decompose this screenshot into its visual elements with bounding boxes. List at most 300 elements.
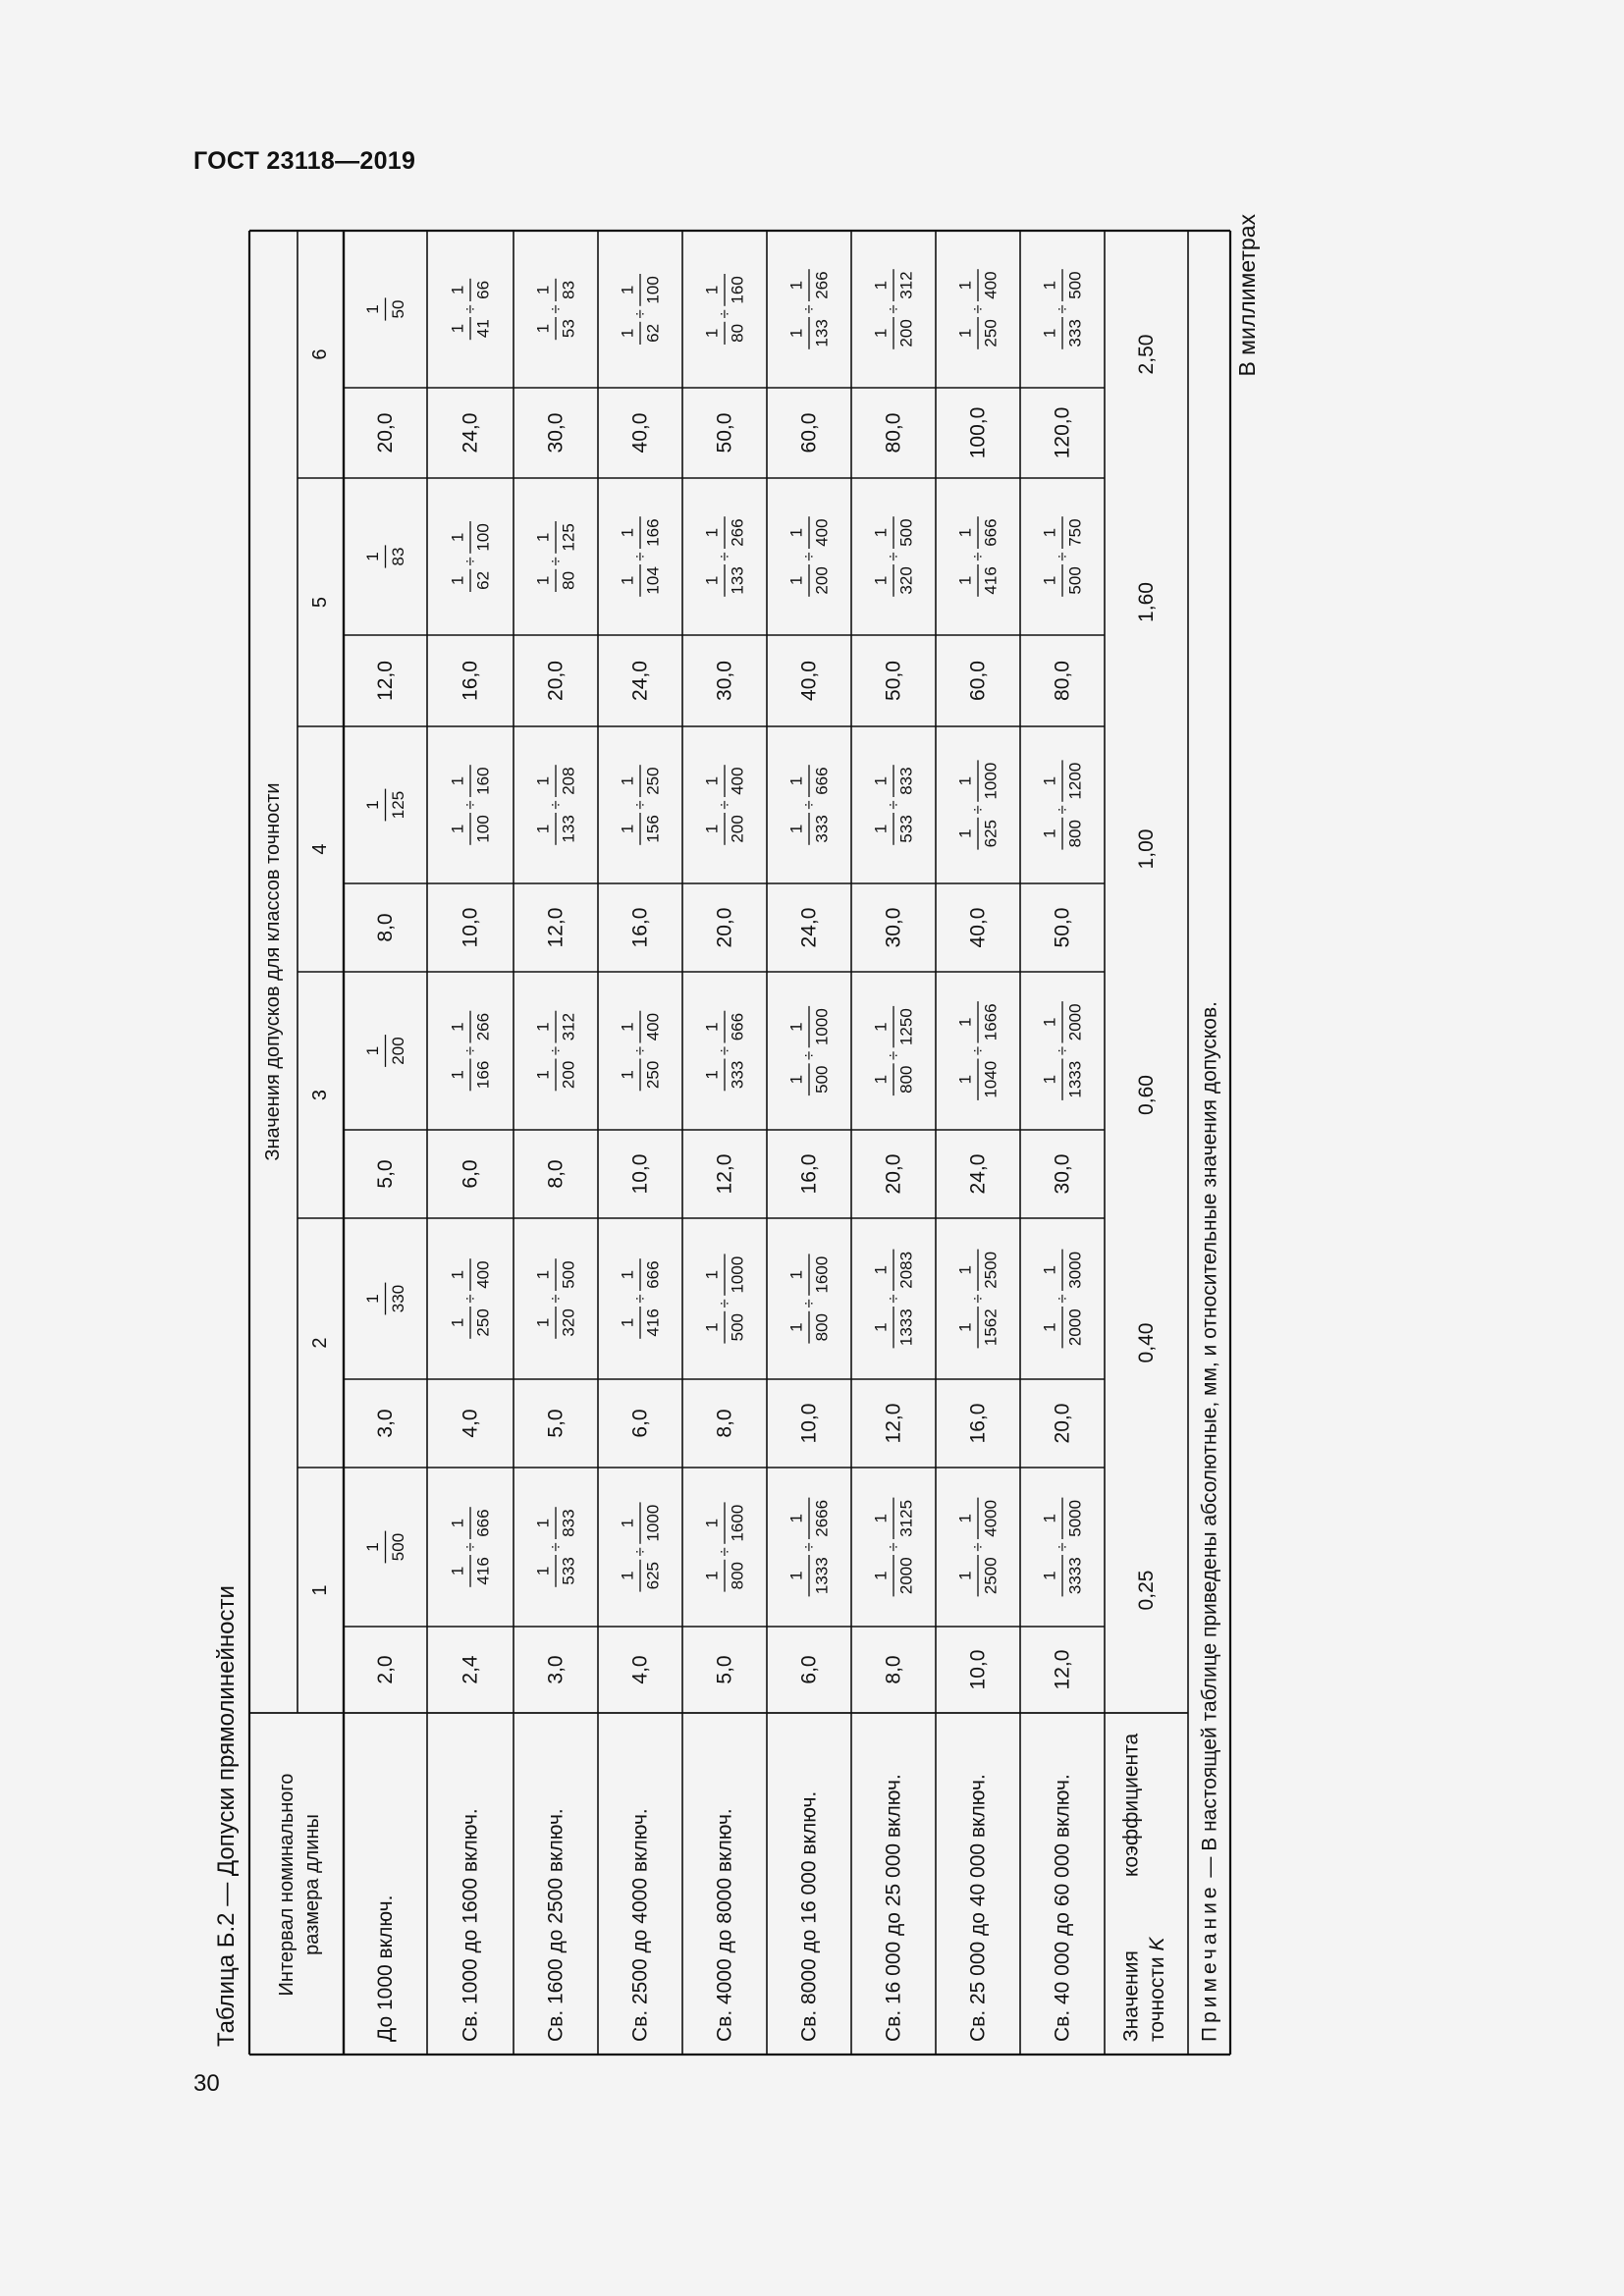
relative-value [363, 297, 407, 320]
fraction-denominator: 2083 [896, 1251, 916, 1289]
fraction-denominator: 330 [389, 1284, 407, 1313]
absolute-value: 10,0 [966, 1649, 990, 1690]
absolute-value: 16,0 [459, 661, 482, 701]
range-from [703, 813, 747, 845]
fraction-numerator: 1 [786, 824, 806, 834]
range-from [787, 813, 832, 845]
fraction-denominator: 500 [896, 518, 916, 547]
range-to [872, 1498, 916, 1539]
absolute-value: 120,0 [1051, 406, 1074, 459]
fraction-denominator: 5000 [1065, 1499, 1085, 1537]
absolute-value: 60,0 [797, 412, 821, 454]
range-separator: ÷ [968, 1542, 988, 1552]
range-separator: ÷ [968, 1045, 988, 1056]
fraction-denominator: 125 [559, 523, 578, 552]
fraction-numerator: 1 [363, 552, 382, 561]
range-to [449, 1507, 493, 1539]
range-from [872, 1555, 916, 1596]
range-from [956, 564, 1001, 597]
range-to [534, 765, 578, 797]
fraction-denominator: 416 [473, 1557, 493, 1585]
k-value: 1,60 [1135, 582, 1158, 622]
fraction-numerator: 1 [448, 1518, 467, 1528]
absolute-value: 40,0 [628, 412, 652, 454]
range-separator: ÷ [630, 1294, 650, 1304]
fraction-denominator: 104 [643, 566, 663, 595]
fraction-numerator: 1 [955, 1514, 975, 1523]
fraction-denominator: 666 [473, 1509, 493, 1537]
units-note: В миллиметрах [1234, 214, 1260, 377]
range-from [872, 564, 916, 597]
fraction-numerator: 1 [1040, 1571, 1059, 1580]
absolute-value: 20,0 [374, 412, 397, 454]
absolute-value: 3,0 [544, 1655, 568, 1684]
fraction-denominator: 83 [559, 280, 578, 299]
absolute-value: 40,0 [966, 907, 990, 948]
row-interval: Св. 16 000 до 25 000 включ. [882, 1774, 905, 2042]
fraction-denominator: 320 [896, 566, 916, 595]
absolute-value: 24,0 [797, 907, 821, 948]
range-to [787, 1254, 832, 1295]
range-from [534, 1307, 578, 1339]
range-from [703, 1560, 747, 1592]
relative-value [363, 1035, 407, 1067]
range-separator: ÷ [546, 304, 566, 314]
fraction-denominator: 666 [643, 1260, 663, 1289]
absolute-value: 30,0 [1051, 1153, 1074, 1195]
fraction-numerator: 1 [533, 1317, 553, 1328]
row-interval: Св. 1600 до 2500 включ. [544, 1808, 568, 2042]
row-interval: Св. 25 000 до 40 000 включ. [966, 1774, 990, 2042]
absolute-value: 10,0 [628, 1153, 652, 1195]
fraction-denominator: 1600 [728, 1504, 747, 1542]
fraction-numerator: 1 [618, 824, 637, 834]
absolute-value: 12,0 [374, 661, 397, 701]
range-separator: ÷ [799, 1542, 819, 1552]
fraction-numerator: 1 [618, 527, 637, 538]
fraction-numerator: 1 [533, 285, 553, 295]
fraction-numerator: 1 [533, 1070, 553, 1080]
range-to [534, 521, 578, 554]
range-to [872, 1006, 916, 1047]
fraction-numerator: 1 [786, 1322, 806, 1332]
range-separator: ÷ [1053, 1542, 1072, 1552]
absolute-value: 6,0 [797, 1655, 821, 1684]
fraction-denominator: 160 [728, 276, 747, 304]
range-to [619, 1011, 663, 1043]
fraction-denominator: 250 [643, 1060, 663, 1090]
fraction-numerator: 1 [1040, 775, 1059, 786]
fraction-numerator: 1 [955, 1322, 975, 1332]
range-separator: ÷ [884, 800, 903, 810]
fraction-numerator: 1 [448, 1317, 467, 1328]
fraction-numerator: 1 [533, 775, 553, 786]
range-to [1041, 1001, 1085, 1042]
range-to [534, 1507, 578, 1539]
fraction-denominator: 1600 [812, 1255, 832, 1294]
fraction-numerator: 1 [363, 304, 382, 314]
range-separator: ÷ [1053, 1294, 1072, 1304]
range-to [956, 516, 1001, 549]
range-to [956, 1498, 1001, 1539]
range-to [1041, 1250, 1085, 1291]
range-separator: ÷ [546, 1045, 566, 1056]
range-from [872, 813, 916, 845]
range-from [449, 1307, 493, 1339]
range-from [787, 1063, 832, 1095]
range-separator: ÷ [546, 1542, 566, 1552]
fraction-denominator: 166 [473, 1060, 493, 1090]
range-from [956, 1059, 1001, 1100]
range-from [534, 317, 578, 340]
absolute-value: 8,0 [544, 1159, 568, 1189]
range-from [449, 1059, 493, 1092]
fraction-denominator: 3125 [896, 1499, 916, 1537]
range-to [787, 1006, 832, 1047]
fraction-numerator: 1 [955, 1571, 975, 1580]
fraction-numerator: 1 [786, 527, 806, 538]
fraction-denominator: 500 [559, 1260, 578, 1289]
range-separator: ÷ [630, 1045, 650, 1056]
fraction-numerator: 1 [363, 1045, 382, 1056]
fraction-numerator: 1 [702, 1571, 722, 1580]
fraction-denominator: 166 [643, 518, 663, 547]
fraction-numerator: 1 [1040, 280, 1059, 291]
absolute-value: 6,0 [628, 1409, 652, 1438]
fraction-denominator: 400 [812, 518, 832, 547]
document-code: ГОСТ 23118—2019 [193, 147, 416, 175]
fraction-numerator: 1 [871, 280, 891, 291]
range-separator: ÷ [968, 805, 988, 815]
range-separator: ÷ [799, 304, 819, 314]
fraction-numerator: 1 [702, 1070, 722, 1080]
range-to [956, 1250, 1001, 1291]
fraction-numerator: 1 [448, 285, 467, 295]
fraction-numerator: 1 [618, 1269, 637, 1280]
range-from [703, 1059, 747, 1092]
range-to [956, 760, 1001, 801]
fraction-denominator: 250 [473, 1308, 493, 1337]
fraction-denominator: 1250 [896, 1008, 916, 1046]
fraction-denominator: 1333 [896, 1308, 916, 1347]
range-from [534, 1059, 578, 1092]
fraction-numerator: 1 [448, 532, 467, 543]
range-separator: ÷ [715, 552, 734, 561]
fraction-denominator: 400 [981, 271, 1001, 299]
fraction-denominator: 266 [473, 1012, 493, 1041]
k-value: 1,00 [1135, 828, 1158, 870]
range-from [534, 1555, 578, 1587]
fraction-numerator: 1 [871, 1074, 891, 1085]
fraction-numerator: 1 [702, 1518, 722, 1528]
absolute-value: 24,0 [628, 661, 652, 701]
fraction-denominator: 125 [389, 790, 407, 820]
relative-value [363, 545, 407, 567]
fraction-denominator: 3000 [1065, 1251, 1085, 1289]
range-to [703, 274, 747, 306]
row-interval: Св. 1000 до 1600 включ. [459, 1808, 482, 2042]
fraction-denominator: 533 [896, 815, 916, 843]
absolute-value: 8,0 [713, 1409, 736, 1438]
range-separator: ÷ [630, 309, 650, 319]
range-separator: ÷ [630, 800, 650, 810]
row-interval: Св. 40 000 до 60 000 включ. [1051, 1774, 1074, 2042]
fraction-numerator: 1 [448, 575, 467, 586]
range-separator: ÷ [546, 557, 566, 566]
range-from [956, 1307, 1001, 1348]
fraction-denominator: 133 [559, 815, 578, 843]
fraction-numerator: 1 [363, 1542, 382, 1552]
fraction-denominator: 800 [812, 1313, 832, 1342]
k-row-label: Значения [1119, 1950, 1143, 2042]
range-from [449, 317, 493, 340]
fraction-denominator: 666 [981, 518, 1001, 547]
absolute-value: 50,0 [882, 661, 905, 701]
fraction-numerator: 1 [1040, 1514, 1059, 1523]
fraction-denominator: 80 [559, 570, 578, 590]
absolute-value: 20,0 [713, 907, 736, 948]
range-separator: ÷ [884, 1294, 903, 1304]
fraction-denominator: 266 [812, 271, 832, 299]
fraction-denominator: 133 [728, 566, 747, 595]
fraction-numerator: 1 [702, 575, 722, 586]
row-interval: Св. 2500 до 4000 включ. [628, 1808, 652, 2042]
range-from [787, 564, 832, 597]
fraction-denominator: 800 [728, 1562, 747, 1590]
fraction-denominator: 156 [643, 815, 663, 843]
fraction-numerator: 1 [955, 775, 975, 786]
absolute-value: 10,0 [459, 907, 482, 948]
fraction-denominator: 66 [473, 280, 493, 299]
group-header: Значения допусков для классов точности [262, 782, 284, 1161]
fraction-numerator: 1 [1040, 527, 1059, 538]
fraction-numerator: 1 [1040, 1074, 1059, 1085]
page-number: 30 [193, 2070, 220, 2097]
range-to [872, 516, 916, 549]
range-separator: ÷ [1053, 304, 1072, 314]
fraction-numerator: 1 [533, 575, 553, 586]
fraction-numerator: 1 [871, 775, 891, 786]
fraction-numerator: 1 [702, 1322, 722, 1332]
range-from [1041, 1555, 1085, 1596]
absolute-value: 5,0 [374, 1159, 397, 1189]
absolute-value: 60,0 [966, 661, 990, 701]
class-number: 2 [309, 1337, 331, 1349]
fraction-numerator: 1 [618, 328, 637, 339]
fraction-denominator: 4000 [981, 1499, 1001, 1537]
range-to [619, 1258, 663, 1291]
range-from [534, 569, 578, 592]
fraction-numerator: 1 [786, 1022, 806, 1032]
fraction-numerator: 1 [1040, 328, 1059, 339]
range-from [1041, 818, 1085, 850]
fraction-numerator: 1 [871, 1322, 891, 1332]
absolute-value: 80,0 [882, 412, 905, 454]
fraction-numerator: 1 [1040, 575, 1059, 586]
range-to [619, 516, 663, 549]
absolute-value: 4,0 [628, 1655, 652, 1684]
range-from [449, 569, 493, 592]
range-from [619, 813, 663, 845]
fraction-denominator: 333 [728, 1060, 747, 1090]
range-from [703, 564, 747, 597]
fraction-denominator: 62 [643, 323, 663, 343]
fraction-numerator: 1 [702, 1269, 722, 1280]
range-to [449, 279, 493, 301]
fraction-numerator: 1 [618, 285, 637, 295]
range-separator: ÷ [1053, 1045, 1072, 1056]
range-to [449, 1258, 493, 1291]
fraction-numerator: 1 [871, 1265, 891, 1275]
fraction-denominator: 833 [896, 767, 916, 795]
fraction-denominator: 1040 [981, 1060, 1001, 1098]
range-to [619, 274, 663, 306]
fraction-numerator: 1 [363, 800, 382, 810]
fraction-numerator: 1 [448, 1269, 467, 1280]
range-from [787, 1555, 832, 1596]
fraction-numerator: 1 [955, 1074, 975, 1085]
fraction-denominator: 1000 [812, 1008, 832, 1046]
range-to [1041, 269, 1085, 301]
absolute-value: 16,0 [797, 1153, 821, 1195]
fraction-numerator: 1 [955, 328, 975, 339]
range-separator: ÷ [460, 1294, 480, 1304]
absolute-value: 20,0 [1051, 1403, 1074, 1444]
range-separator: ÷ [630, 552, 650, 561]
fraction-numerator: 1 [533, 1022, 553, 1032]
fraction-numerator: 1 [786, 775, 806, 786]
fraction-denominator: 1000 [643, 1504, 663, 1542]
absolute-value: 8,0 [882, 1655, 905, 1684]
fraction-denominator: 800 [1065, 820, 1085, 848]
fraction-numerator: 1 [618, 1317, 637, 1328]
fraction-numerator: 1 [448, 824, 467, 834]
fraction-numerator: 1 [618, 575, 637, 586]
range-from [956, 317, 1001, 349]
absolute-value: 100,0 [966, 406, 990, 459]
range-from [619, 322, 663, 345]
fraction-denominator: 1000 [981, 762, 1001, 800]
range-from [1041, 564, 1085, 597]
fraction-denominator: 200 [812, 566, 832, 595]
absolute-value: 12,0 [713, 1153, 736, 1195]
range-separator: ÷ [968, 304, 988, 314]
range-to [872, 269, 916, 301]
absolute-value: 20,0 [882, 1153, 905, 1195]
fraction-numerator: 1 [871, 575, 891, 586]
range-from [787, 317, 832, 349]
class-number: 4 [309, 843, 331, 855]
fraction-denominator: 666 [728, 1012, 747, 1041]
range-separator: ÷ [884, 1542, 903, 1552]
relative-value [363, 789, 407, 822]
absolute-value: 30,0 [882, 907, 905, 948]
fraction-denominator: 625 [981, 820, 1001, 848]
absolute-value: 12,0 [1051, 1649, 1074, 1690]
fraction-numerator: 1 [871, 328, 891, 339]
fraction-denominator: 500 [389, 1532, 407, 1562]
fraction-numerator: 1 [618, 1518, 637, 1528]
range-from [872, 1063, 916, 1095]
fraction-numerator: 1 [871, 1514, 891, 1523]
range-to [872, 1250, 916, 1291]
absolute-value: 8,0 [374, 913, 397, 942]
absolute-value: 40,0 [797, 661, 821, 701]
absolute-value: 80,0 [1051, 661, 1074, 701]
fraction-numerator: 1 [871, 824, 891, 834]
fraction-numerator: 1 [1040, 1322, 1059, 1332]
k-row-label: точности K [1145, 1937, 1168, 2042]
range-separator: ÷ [799, 1050, 819, 1060]
fraction-numerator: 1 [871, 1571, 891, 1580]
fraction-denominator: 200 [728, 815, 747, 843]
absolute-value: 4,0 [459, 1409, 482, 1438]
fraction-numerator: 1 [786, 1571, 806, 1580]
fraction-denominator: 100 [643, 276, 663, 304]
absolute-value: 50,0 [1051, 907, 1074, 948]
absolute-value: 50,0 [713, 412, 736, 454]
range-separator: ÷ [884, 1050, 903, 1060]
range-to [1041, 760, 1085, 801]
fraction-denominator: 1333 [1065, 1060, 1085, 1098]
fraction-denominator: 53 [559, 319, 578, 339]
fraction-denominator: 160 [473, 767, 493, 795]
absolute-value: 20,0 [544, 661, 568, 701]
absolute-value: 24,0 [459, 412, 482, 454]
range-to [872, 765, 916, 797]
fraction-denominator: 62 [473, 570, 493, 590]
fraction-denominator: 1666 [981, 1003, 1001, 1041]
range-from [449, 813, 493, 845]
range-from [872, 317, 916, 349]
range-separator: ÷ [460, 1045, 480, 1056]
fraction-denominator: 208 [559, 767, 578, 795]
range-separator: ÷ [884, 552, 903, 561]
row-interval: До 1000 включ. [374, 1895, 397, 2042]
range-to [703, 1254, 747, 1295]
fraction-numerator: 1 [786, 1269, 806, 1280]
range-to [534, 279, 578, 301]
fraction-denominator: 200 [896, 319, 916, 347]
fraction-numerator: 1 [871, 527, 891, 538]
fraction-numerator: 1 [955, 527, 975, 538]
fraction-denominator: 83 [389, 547, 407, 566]
relative-value [363, 1531, 407, 1564]
absolute-value: 2,0 [374, 1655, 397, 1684]
fraction-denominator: 2666 [812, 1499, 832, 1537]
fraction-numerator: 1 [1040, 828, 1059, 838]
fraction-numerator: 1 [702, 285, 722, 295]
k-value: 0,40 [1135, 1322, 1158, 1363]
fraction-denominator: 80 [728, 323, 747, 343]
fraction-denominator: 41 [473, 319, 493, 339]
range-from [1041, 317, 1085, 349]
range-to [956, 269, 1001, 301]
fraction-numerator: 1 [533, 1566, 553, 1576]
absolute-value: 5,0 [544, 1409, 568, 1438]
range-to [787, 765, 832, 797]
fraction-numerator: 1 [702, 328, 722, 339]
class-number: 3 [309, 1089, 331, 1101]
fraction-denominator: 800 [896, 1065, 916, 1094]
fraction-denominator: 3333 [1065, 1557, 1085, 1595]
range-from [956, 1555, 1001, 1596]
range-to [787, 269, 832, 301]
class-number: 1 [309, 1584, 331, 1596]
fraction-numerator: 1 [618, 1070, 637, 1080]
fraction-numerator: 1 [955, 1265, 975, 1275]
fraction-denominator: 133 [812, 319, 832, 347]
